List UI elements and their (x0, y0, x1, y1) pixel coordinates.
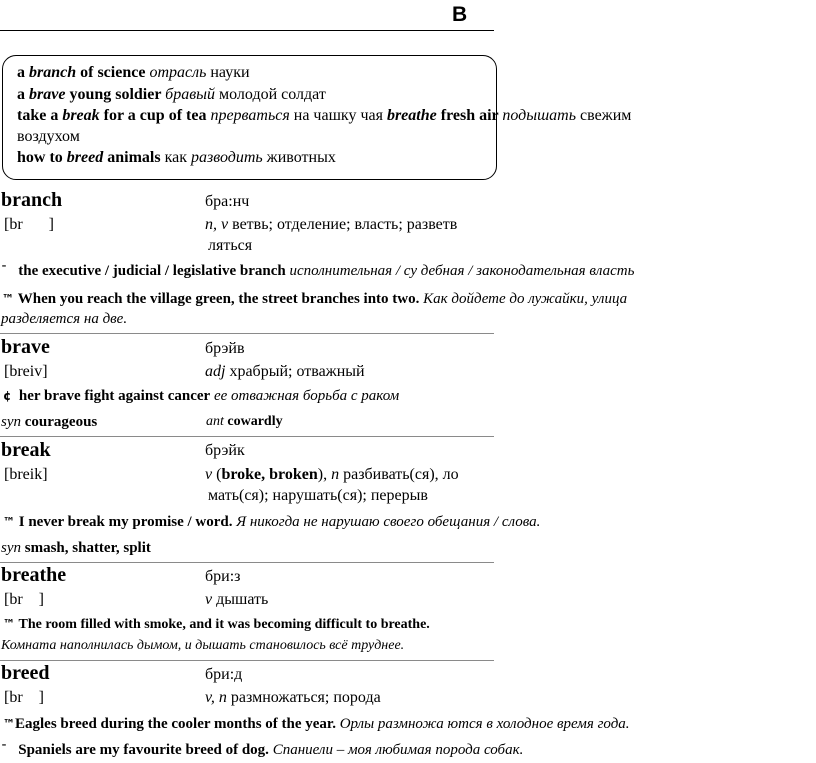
example-break-1: ™ I never break my promise / word. Я никогда не нарушаю своего обещания / слова. (3, 514, 541, 530)
entry-divider (0, 562, 494, 563)
phrase-line-2: a brave young soldier бравый молодой солдат (17, 86, 326, 103)
example-breathe-1-ru: Комната наполнилась дымом, и дышать становилось всё труднее. (1, 638, 405, 653)
headword-break: break (1, 439, 51, 461)
meaning-breed: v, n размножаться; порода (205, 689, 381, 706)
headword-branch: branch (1, 189, 63, 211)
headword-brave: brave (1, 336, 50, 358)
phrase-line-4: how to breed animals как разводить животных (17, 149, 336, 166)
section-letter: B (452, 3, 468, 26)
headword-breathe: breathe (1, 564, 67, 586)
entry-divider (0, 660, 494, 661)
synonyms-break: syn smash, shatter, split (1, 540, 151, 556)
meaning-breathe: v дышать (205, 591, 269, 608)
antonyms-brave: ant cowardly (206, 414, 283, 429)
pron-break: брэйк (205, 442, 245, 459)
meaning-branch-cont: ляться (208, 237, 253, 254)
phrase-line-3: take a break for a cup of tea прерваться на чашку чая breathe fresh air подышать свежим (17, 107, 632, 124)
example-brave-1: ¢ her brave fight against cancer ее отважная борьба с раком (3, 388, 400, 404)
example-branch-2: ™ When you reach the village green, the street branches into two. Как дойдете до лужайки, улица (2, 291, 628, 307)
pron-breathe: бри:з (205, 568, 241, 585)
transcription-branch: [br ] (4, 216, 54, 233)
example-breed-1: ™Eagles breed during the cooler months of the year. Орлы размножа ются в холодное время года. (3, 716, 630, 732)
meaning-break-cont: мать(ся); нарушать(ся); перерыв (208, 487, 428, 504)
pron-branch: бра:нч (205, 193, 250, 210)
meaning-branch: n, v ветвь; отделение; власть; разветв (205, 216, 458, 233)
phrase-line-3b: воздухом (17, 128, 80, 145)
meaning-break: v (broke, broken), n разбивать(ся), ло (205, 466, 459, 483)
pron-brave: брэйв (205, 340, 245, 357)
example-branch-1: ˉ the executive / judicial / legislative branch исполнительная / су дебная / законодательная власть (1, 263, 635, 279)
entry-divider (0, 333, 494, 334)
example-branch-2-cont: разделяется на две. (1, 311, 128, 327)
example-breed-2: ˉ Spaniels are my favourite breed of dog. Спаниели – моя любимая порода собак. (1, 742, 524, 758)
meaning-brave: adj храбрый; отважный (205, 363, 365, 380)
entry-divider (0, 436, 494, 437)
phrase-line-1: a branch of science отрасль науки (17, 64, 250, 81)
transcription-breed: [br ] (4, 689, 44, 706)
transcription-breathe: [br ] (4, 591, 44, 608)
transcription-brave: [breiv] (4, 363, 48, 380)
transcription-break: [breik] (4, 466, 48, 483)
synonyms-brave: syn courageous (1, 414, 98, 430)
header-rule (0, 30, 494, 31)
headword-breed: breed (1, 662, 50, 684)
pron-breed: бри:д (205, 666, 243, 683)
example-breathe-1: ™ The room filled with smoke, and it was becoming difficult to breathe. (3, 617, 430, 632)
